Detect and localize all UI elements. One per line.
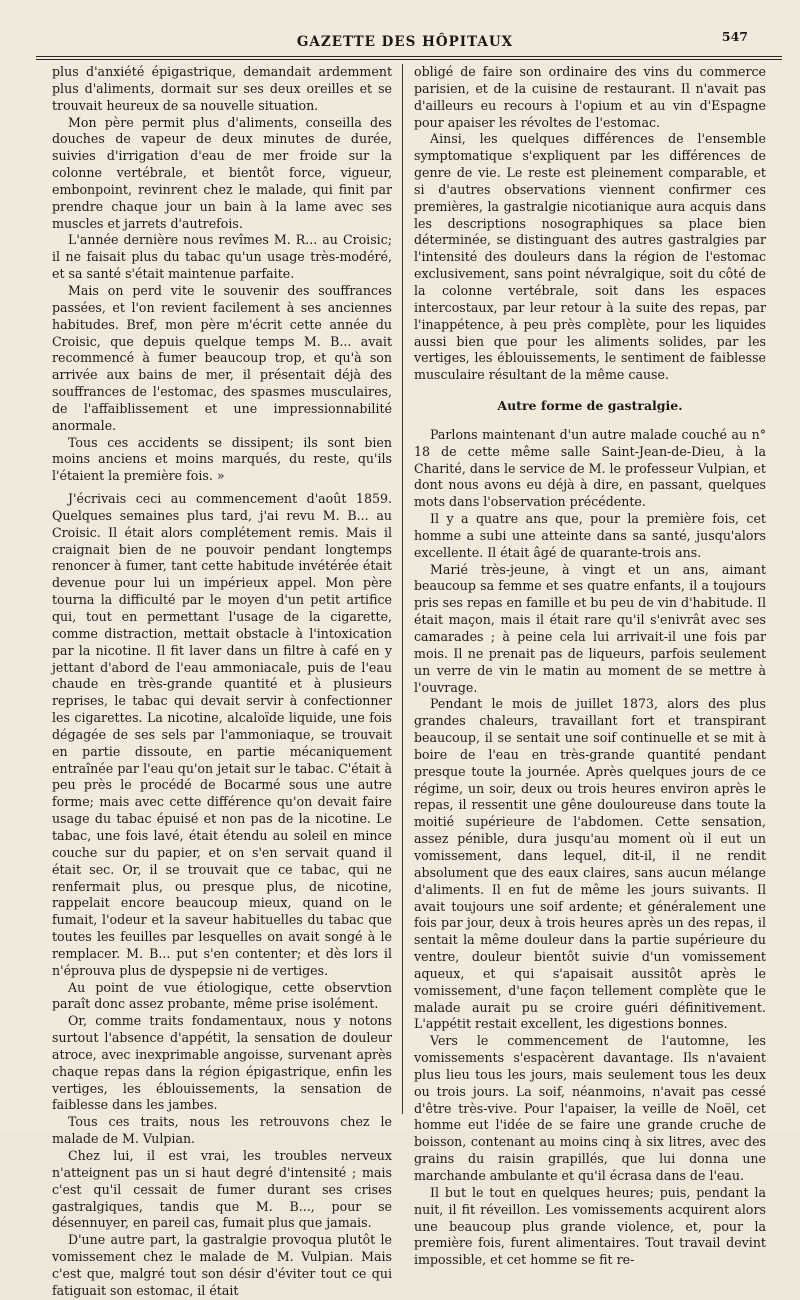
paragraph: Tous ces accidents se dissipent; ils sont bien moins anciens et moins marqués, du reste, qu'ils l'étaient la première fois. » xyxy=(52,434,392,484)
paragraph: Mais on perd vite le souvenir des souffrances passées, et l'on revient facilement à ses anciennes habitudes. Bref, mon père m'écrit cette année du Croisic, que depuis quelque temps M. B... avait recommencé à fumer beaucoup trop, et qu'à son arrivée aux bains de mer, il présentait déjà des souffrances de l'estomac, des spasmes musculaires, de l'affaiblissement et une impressionnabilité anormale. xyxy=(52,282,392,433)
paragraph: Parlons maintenant d'un autre malade couché au n° 18 de cette même salle Saint-Jean-de-Dieu, à la Charité, dans le service de M. le professeur Vulpian, et dont nous avons eu déjà à dire, en passant, quelques mots dans l'observation précédente. xyxy=(414,426,766,510)
paragraph: Au point de vue étiologique, cette observtion paraît donc assez probante, même prise isolément. xyxy=(52,979,392,1012)
left-column xyxy=(52,64,392,1298)
paragraph: Marié très-jeune, à vingt et un ans, aimant beaucoup sa femme et ses quatre enfants, il a toujours pris ses repas en famille et bu peu de vin d'habitude. Il était maçon, mais il était rare qu'il s'enivrât avec ses camarades ; à peine cela lui arrivait-il une fois par mois. Il ne prenait pas de liqueurs, parfois seulement un verre de vin le matin au moment de se mettre à l'ouvrage. xyxy=(414,561,766,695)
paragraph: Ainsi, les quelques différences de l'ensemble symptomatique s'expliquent par les différences de genre de vie. Le reste est pleinement comparable, et si d'autres observations viennent confirmer ces premières, la gastralgie nicotianique aura acquis dans les descriptions nosographiques sa place bien déterminée, se distinguant des autres gastralgies par l'intensité des douleurs dans la région de l'estomac exclusivement, sans point névralgique, soit du côté de la colonne vertébrale, soit dans les espaces intercostaux, par leur retour à la suite des repas, par l'inappétence, à peu près complète, pour les liquides aussi bien que pour les aliments solides, par les vertiges, les éblouissements, le sentiment de faiblesse musculaire résultant de la même cause. xyxy=(414,131,766,383)
paragraph: L'année dernière nous revîmes M. R... au Croisic; il ne faisait plus du tabac qu'un usage très-modéré, et sa santé s'était maintenue parfaite. xyxy=(52,232,392,282)
paragraph: Il but le tout en quelques heures; puis, pendant la nuit, il fit réveillon. Les vomissements acquirent alors une beaucoup plus grande violence, et, pour la première fois, furent alimentaires. Tout travail devint impossible, et cet homme se fit re- xyxy=(414,1184,766,1268)
paragraph: Chez lui, il est vrai, les troubles nerveux n'atteignent pas un si haut degré d'intensité ; mais c'est qu'il cessait de fumer durant ses crises gastralgiques, tandis que M. B..., pour se désennuyer, en pareil cas, fumait plus que jamais. xyxy=(52,1148,392,1231)
right-column xyxy=(414,64,766,1268)
paragraph: obligé de faire son ordinaire des vins du commerce parisien, et de la cuisine de restaurant. Il n'avait pas d'ailleurs eu recours à l'opium et au vin d'Espagne pour apaiser les révoltes de l'estomac. xyxy=(414,64,766,130)
column-divider xyxy=(402,64,403,1114)
paragraph: J'écrivais ceci au commencement d'août 1859. Quelques semaines plus tard, j'ai revu M. B... au Croisic. Il était alors complétement remis. Mais il craignait bien de ne pouvoir pendant longtemps renoncer à fumer, tant cette habitude invétérée était devenue pour lui un impérieux appel. Mon père tourna la difficulté par le moyen d'un petit artifice qui, tout en permettant l'usage de la cigarette, comme distraction, mettait obstacle à l'intoxication par la nicotine. Il fit laver dans un filtre à café en y jettant d'abord de l'eau ammoniacale, puis de l'eau chaude en très-grande quantité et à plusieurs reprises, le tabac qui devait servir à confectionner les cigarettes. La nicotine, alcaloïde liquide, une fois dégagée de ses sels par l'ammoniaque, se trouvait en partie dissoute, en partie mécaniquement entraînée par l'eau qu'on jetait sur le tabac. C'était à peu près le procédé de Bocarmé sous une autre forme; mais avec cette différence qu'on devait faire usage du tabac épuisé et non pas de la nicotine. Le tabac, une fois lavé, était étendu au soleil en mince couche sur du papier, et on s'en servait quand il était sec. Or, il se trouvait que ce tabac, qui ne renfermait plus, ou presque plus, de nicotine, rappelait encore beaucoup mieux, quand on le fumait, l'odeur et la saveur habituelles du tabac que toutes les feuilles par lesquelles on avait songé à le remplacer. M. B... put s'en contenter; et dès lors il n'éprouva plus de dyspepsie ni de vertiges. xyxy=(52,491,392,978)
paragraph: Pendant le mois de juillet 1873, alors des plus grandes chaleurs, travaillant fort et transpirant beaucoup, il se sentait une soif continuelle et se mit à boire de l'eau en très-grande quantité pendant presque toute la journée. Après quelques jours de ce régime, un soir, deux ou trois heures environ après le repas, il ressentit une gêne douloureuse dans toute la moitié supérieure de l'abdomen. Cette sensation, assez pénible, dura jusqu'au moment où il eut un vomissement, dans lequel, dit-il, il ne rendit absolument que des eaux claires, sans aucun mélange d'aliments. Il en fut de même les jours suivants. Il avait toujours une soif ardente; et généralement une fois par jour, deux à trois heures après un des repas, il sentait la même douleur dans la partie supérieure du ventre, douleur bientôt suivie d'un vomissement aqueux, et qui s'apaisait aussitôt après le vomissement, d'une façon tellement complète que le malade aurait pu se croire guéri définitivement. L'appétit restait excellent, les digestions bonnes. xyxy=(414,696,766,1032)
paragraph: D'une autre part, la gastralgie provoqua plutôt le vomissement chez le malade de M. Vulpian. Mais c'est que, malgré tout son désir d'éviter tout ce qui fatiguait son estomac, il était xyxy=(52,1232,392,1298)
paragraph: Tous ces traits, nous les retrouvons chez le malade de M. Vulpian. xyxy=(52,1114,392,1147)
paragraph: plus d'anxiété épigastrique, demandait ardemment plus d'aliments, dormait sur ses deux oreilles et se trouvait heureux de sa nouvelle situation. xyxy=(52,64,392,113)
paragraph: Il y a quatre ans que, pour la première fois, cet homme a subi une atteinte dans sa santé, jusqu'alors excellente. Il était âgé de quarante-trois ans. xyxy=(414,511,766,560)
header-rule xyxy=(36,56,782,60)
page-header xyxy=(50,26,760,56)
paragraph: Vers le commencement de l'automne, les vomissements s'espacèrent davantage. Ils n'avaient plus lieu tous les jours, mais seulement tous les deux ou trois jours. La soif, néanmoins, n'avait pas cessé d'être très-vive. Pour l'apaiser, la veille de Noël, cet homme eut l'idée de se faire une grande cruche de boisson, contenant au moins cinq à six litres, avec des grains du raisin grapillés, que lui donna une marchande ambulante et qu'il écrasa dans de l'eau. xyxy=(414,1033,766,1183)
page-number: 547 xyxy=(721,29,748,44)
paragraph: Or, comme traits fondamentaux, nous y notons surtout l'absence d'appétit, la sensation de douleur atroce, avec inexprimable angoisse, survenant après chaque repas dans la région épigastrique, enfin les vertiges, les éblouissements, la sensation de faiblesse dans les jambes. xyxy=(52,1013,392,1113)
publication-title: GAZETTE DES HÔPITAUX xyxy=(296,34,514,50)
section-heading: Autre forme de gastralgie. xyxy=(497,398,683,414)
paragraph: Mon père permit plus d'aliments, conseilla des douches de vapeur de deux minutes de durée, suivies d'irrigation d'eau de mer froide sur la colonne vertébrale, et bientôt force, vigueur, embonpoint, revinrent chez le malade, qui finit par prendre chaque jour un bain à la lame avec ses muscles et jarrets d'autrefois. xyxy=(52,114,392,231)
